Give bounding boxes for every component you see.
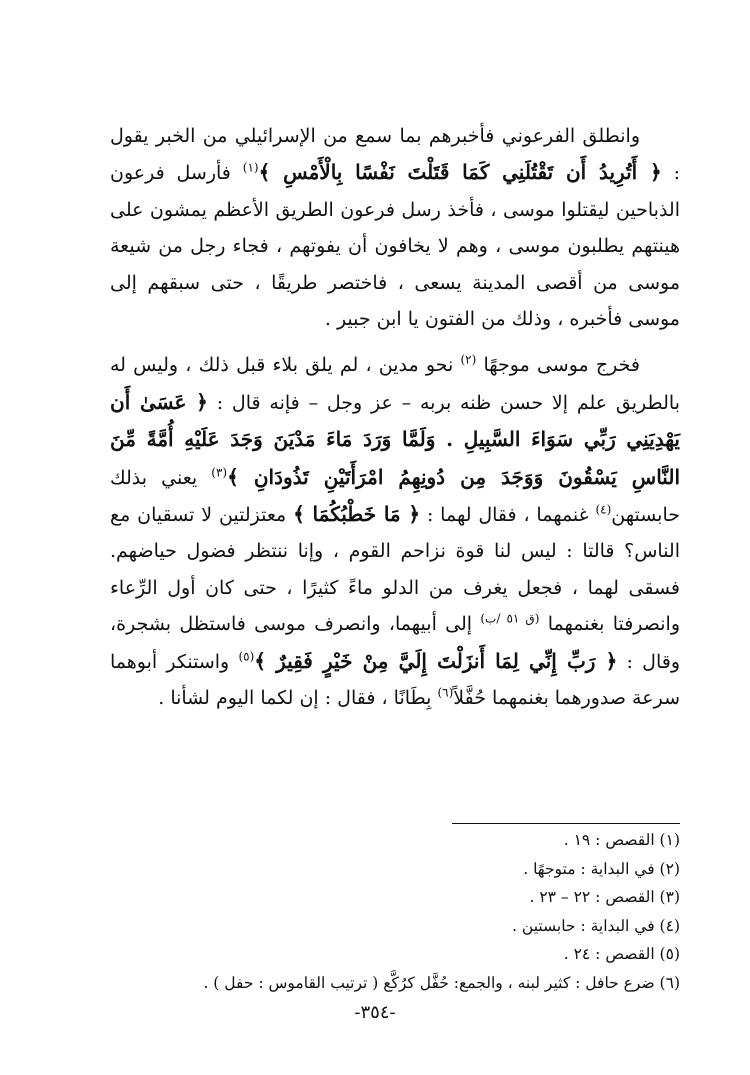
- footnote-1: (١) القصص : ١٩ .: [563, 831, 680, 849]
- footnotes: [110, 826, 680, 997]
- text-segment: فخرج موسى موجهًا: [476, 354, 640, 377]
- paragraph-1: [110, 118, 680, 337]
- footnote-ref: (٣): [211, 465, 228, 480]
- text-segment: غنمهما ، فقال لهما :: [420, 504, 596, 527]
- text-segment: بِطَانًا ، فقال : إن لكما اليوم لشأنا .: [158, 687, 438, 710]
- main-text: [110, 118, 680, 717]
- manuscript-folio-ref: (ق ٥١ /ب): [480, 611, 540, 626]
- text-segment: معتزلتين لا تسقيان مع الناس؟ قالتا : ليس لنا قوة نزاحم القوم ، وإنا ننتظر فضول حياضهم. فسقى لهما ، فجعل يغرف من الدلو ماءً كثيرًا ، حتى كان أول الرِّعاء وانصرفتا بغنمهما: [110, 504, 681, 636]
- text-segment: نحو مدين ، لم يلق بلاء قبل ذلك ، وليس له بالطريق علم إلا حسن ظنه بربه – عز وجل – فإنه قال :: [110, 354, 680, 414]
- footnote-ref: (٤): [595, 502, 612, 517]
- text-segment: واستنكر أبوهما سرعة صدورهما بغنمهما حُفَّلاً: [110, 650, 680, 710]
- footnote-6: (٦) ضرع حافل : كثير لبنه ، والجمع: حُفَّل كرُكَّع ( ترتيب القاموس : حفل ) .: [203, 973, 680, 992]
- footnote-5: (٥) القصص : ٢٤ .: [563, 945, 680, 963]
- footnote-ref: (٦): [437, 685, 454, 700]
- text-segment: إلى أبيهما، وانصرف موسى فاستظل بشجرة، وقال :: [110, 613, 680, 673]
- footnote-2: (٢) في البداية : متوجهًا .: [523, 859, 680, 878]
- text-segment: فأرسل فرعون الذباحين ليقتلوا موسى ، فأخذ رسل فرعون الطريق الأعظم يمشون على هينتهم يطلبون موسى ، وهم لا يخافون أن يفوتهم ، فجاء رجل من شيعة موسى من أقصى المدينة يسعى ، فاختصر طريقًا ، حتى سبقهم إلى موسى فأخبره ، وذلك من الفتون يا ابن جبير .: [110, 162, 680, 331]
- paragraph-2: [110, 347, 680, 716]
- quran-verse: ﴿ أَتُرِيدُ أَن تَقْتُلَنِي كَمَا قَتَلْتَ نَفْسًا بِالْأَمْسِ ﴾: [258, 160, 662, 185]
- page-number: -٣٥٤-: [354, 1002, 396, 1023]
- quran-verse: ﴿ رَبِّ إِنِّي لِمَا أَنزَلْتَ إِلَيَّ مِنْ خَيْرٍ فَقِيرٌ ﴾: [254, 648, 618, 673]
- quran-verse: ﴿ مَا خَطْبُكُمَا ﴾: [293, 502, 421, 527]
- footnote-ref: (١): [242, 161, 259, 176]
- footnote-ref: (٥): [238, 649, 255, 664]
- footnote-ref: (٢): [460, 353, 477, 368]
- footnote-3: (٣) القصص : ٢٢ – ٢٣ .: [529, 888, 680, 906]
- footnote-4: (٤) في البداية : حابستين .: [512, 916, 680, 935]
- quran-verse: ﴿ عَسَىٰ أَن يَهْدِيَنِي رَبِّي سَوَاءَ السَّبِيلِ . وَلَمَّا وَرَدَ مَاءَ مَدْيَنَ وَجَدَ عَلَيْهِ أُمَّةً مِّنَ النَّاسِ يَسْقُونَ وَوَجَدَ مِن دُونِهِمُ امْرَأَتَيْنِ تَذُودَانِ ﴾: [110, 389, 680, 489]
- footnote-divider: [452, 823, 680, 824]
- text-segment: وانطلق الفرعوني فأخبرهم بما سمع من الإسرائيلي من الخبر يقول :: [110, 125, 680, 185]
- text-segment: يعني بذلك حابستهن: [110, 466, 681, 527]
